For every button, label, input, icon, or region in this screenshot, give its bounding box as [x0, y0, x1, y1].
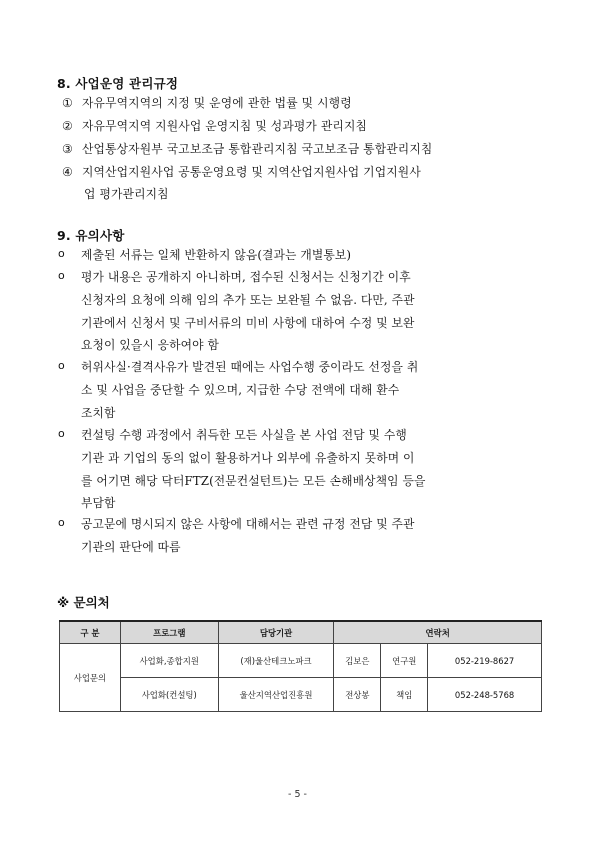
table-header-row: [60, 621, 542, 644]
agency-cell: 울산지역산업진흥원: [218, 678, 334, 712]
name-cell: 김보은: [334, 644, 381, 678]
position-cell: 책임: [381, 678, 428, 712]
item-text: 자유무역지역의 지정 및 운영에 관한 법률 및 시행령: [82, 96, 352, 110]
item-text: 산업통상자원부 국고보조금 통합관리지침 국고보조금 통합관리지침: [82, 142, 433, 156]
table-row: [60, 678, 542, 712]
header-category: 구 분: [60, 621, 121, 644]
item-text: 지역산업지원사업 공통운영요령 및 지역산업지원사업 기업지원사: [82, 165, 421, 179]
phone-cell: 052-248-5768: [428, 678, 542, 712]
page-number: - 5 -: [288, 789, 307, 800]
bullet-marker: o: [58, 359, 65, 372]
note-line: 평가 내용은 공개하지 아니하며, 접수된 신청서는 신청기간 이후: [81, 270, 411, 284]
item-number: ③: [62, 142, 73, 156]
header-agency: 담당기관: [218, 621, 334, 644]
note-line: 허위사실·결격사유가 발견된 때에는 사업수행 중이라도 선정을 취: [81, 360, 419, 374]
program-cell: 사업화,종합지원: [120, 644, 218, 678]
name-cell: 전상봉: [334, 678, 381, 712]
section-9-title: 9. 유의사항: [57, 228, 125, 243]
note-line: 를 어기면 해당 닥터FTZ(전문컨설턴트)는 모든 손해배상책임 등을: [81, 474, 426, 488]
item-text-continued: 업 평가관리지침: [84, 187, 169, 201]
item-number: ②: [62, 119, 73, 133]
bullet-marker: o: [58, 516, 65, 529]
regulation-item: [62, 117, 367, 134]
note-line: 제출된 서류는 일체 반환하지 않음(결과는 개별통보): [81, 248, 352, 262]
note-line: 컨설팅 수행 과정에서 취득한 모든 사실을 본 사업 전담 및 수행: [81, 428, 407, 442]
phone-cell: 052-219-8627: [428, 644, 542, 678]
item-number: ①: [62, 96, 73, 110]
bullet-marker: o: [58, 427, 65, 440]
header-program: 프로그램: [120, 621, 218, 644]
section-8-title: 8. 사업운영 관리규정: [57, 76, 179, 91]
note-line: 공고문에 명시되지 않은 사항에 대해서는 관련 규정 전담 및 주관: [81, 517, 415, 531]
note-line: 조치함: [81, 406, 116, 420]
item-text: 자유무역지역 지원사업 운영지침 및 성과평가 관리지침: [82, 119, 368, 133]
item-number: ④: [62, 165, 73, 179]
bullet-marker: o: [58, 269, 65, 282]
note-line: 기관 과 기업의 동의 없이 활용하거나 외부에 유출하지 못하며 이: [81, 451, 415, 465]
bullet-marker: o: [58, 247, 65, 260]
contact-title: ※ 문의처: [57, 595, 110, 610]
note-line: 요청이 있을시 응하여야 함: [81, 338, 220, 352]
regulation-item: [62, 163, 421, 180]
regulation-item: [62, 94, 352, 111]
table-row: [60, 644, 542, 678]
header-contact: 연락처: [334, 621, 542, 644]
agency-cell: (재)울산테크노파크: [218, 644, 334, 678]
note-line: 기관에서 신청서 및 구비서류의 미비 사항에 대하여 수정 및 보완: [81, 316, 415, 330]
note-line: 소 및 사업을 중단할 수 있으며, 지급한 수당 전액에 대해 환수: [81, 383, 400, 397]
contact-table: [59, 620, 542, 712]
note-line: 부담함: [81, 496, 116, 510]
note-line: 신청자의 요청에 의해 임의 추가 또는 보완될 수 없음. 다만, 주관: [81, 293, 415, 307]
position-cell: 연구원: [381, 644, 428, 678]
note-line: 기관의 판단에 따름: [81, 540, 181, 554]
program-cell: 사업화(컨설팅): [120, 678, 218, 712]
regulation-item: [62, 140, 432, 157]
category-cell: 사업문의: [60, 644, 121, 712]
